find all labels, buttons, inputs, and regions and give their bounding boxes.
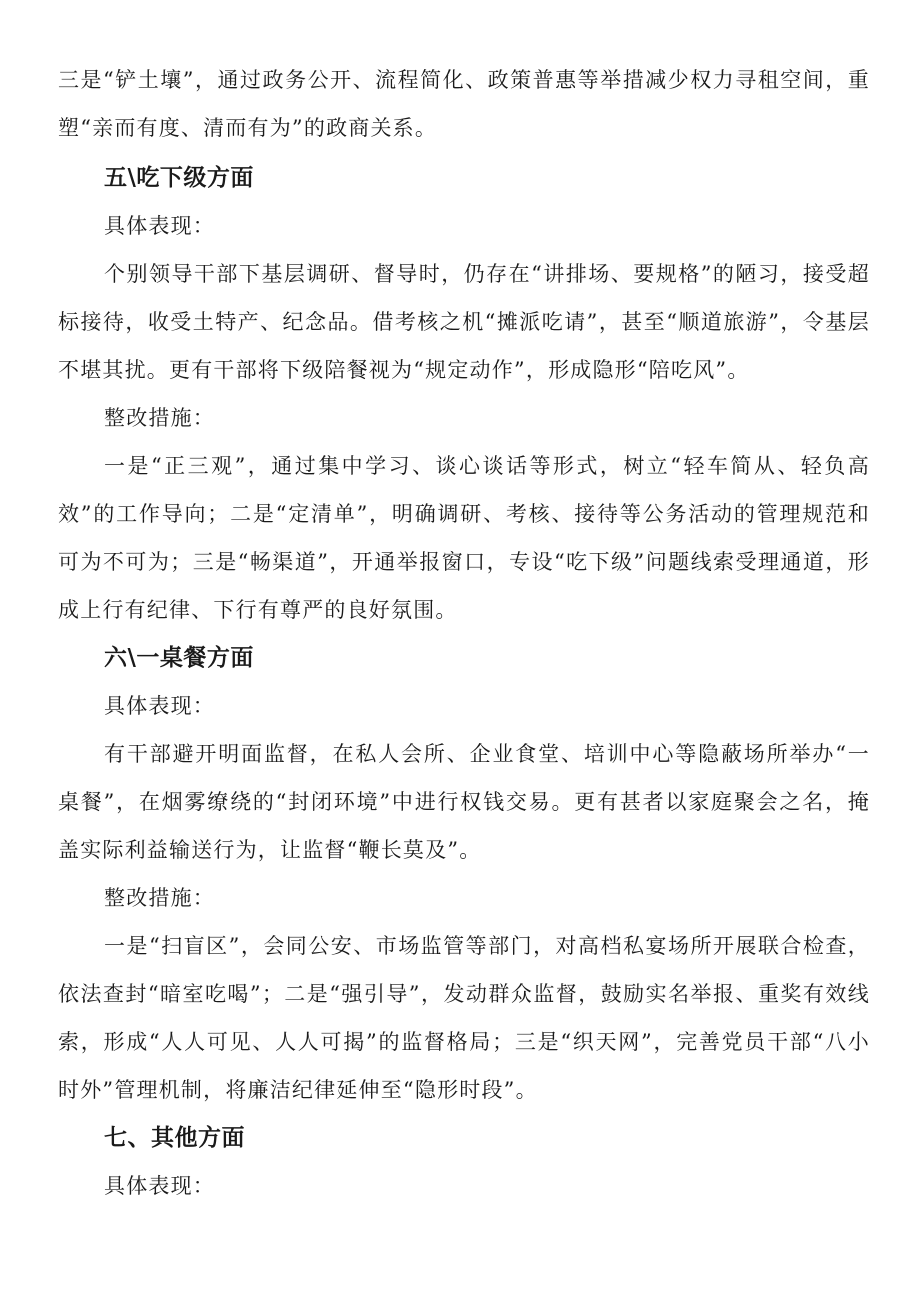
manifestation-label: 具体表现： (104, 1174, 215, 1198)
section-seven (58, 1114, 870, 1210)
measures-paragraph: 一是“正三观”，通过集中学习、谈心谈话等形式，树立“轻车简从、轻负高效”的工作导向；二是“定清单”，明确调研、考核、接待等公务活动的管理规范和可为不可为；三是“畅渠道”，开通举报窗口，专设“吃下级”问题线索受理通道，形成上行有纪律、下行有尊严的良好氛围。 (58, 454, 870, 622)
manifestation-paragraph: 有干部避开明面监督，在私人会所、企业食堂、培训中心等隐蔽场所举办“一桌餐”，在烟雾缭绕的“封闭环境”中进行权钱交易。更有甚者以家庭聚会之名，掩盖实际利益输送行为，让监督“鞭长莫及”。 (58, 742, 870, 862)
continuation-paragraph: 三是“铲土壤”，通过政务公开、流程简化、政策普惠等举措减少权力寻租空间，重塑“亲而有度、清而有为”的政商关系。 (58, 68, 870, 140)
section-five (58, 154, 870, 634)
manifestation-label: 具体表现： (104, 214, 215, 238)
section-six (58, 634, 870, 1114)
section-heading: 五\吃下级方面 (104, 165, 254, 191)
section-heading: 七、其他方面 (104, 1125, 245, 1151)
manifestation-label: 具体表现： (104, 694, 215, 718)
manifestation-paragraph: 个别领导干部下基层调研、督导时，仍存在“讲排场、要规格”的陋习，接受超标接待，收受土特产、纪念品。借考核之机“摊派吃请”，甚至“顺道旅游”，令基层不堪其扰。更有干部将下级陪餐视为“规定动作”，形成隐形“陪吃风”。 (58, 262, 870, 382)
measures-paragraph: 一是“扫盲区”，会同公安、市场监管等部门，对高档私宴场所开展联合检查，依法查封“暗室吃喝”；二是“强引导”，发动群众监督，鼓励实名举报、重奖有效线索，形成“人人可见、人人可揭”的监督格局；三是“织天网”，完善党员干部“八小时外”管理机制，将廉洁纪律延伸至“隐形时段”。 (58, 934, 870, 1102)
measures-label: 整改措施： (104, 886, 215, 910)
document-page (58, 56, 870, 1210)
measures-label: 整改措施： (104, 406, 215, 430)
section-heading: 六\一桌餐方面 (104, 645, 254, 671)
